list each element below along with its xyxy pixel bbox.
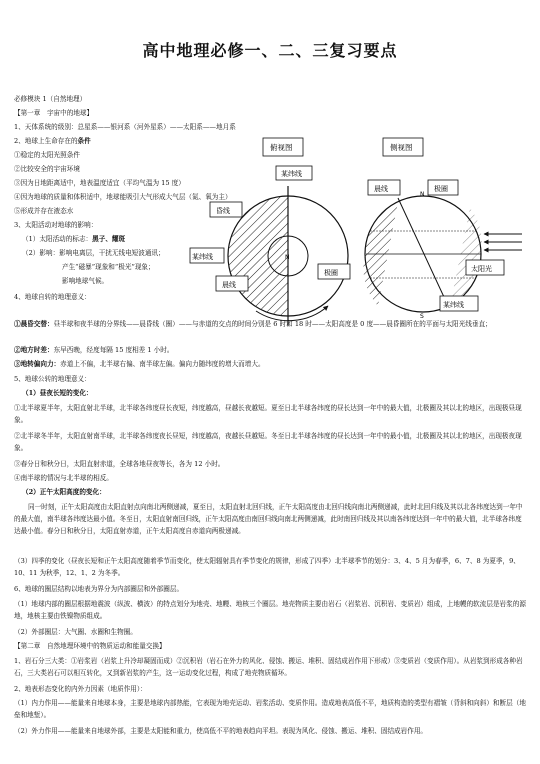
- text-line: 3、太阳活动对地球的影响：: [14, 221, 98, 229]
- paragraph: ①晨昏交替：昼半球和夜半球的分界线——晨昏线（圈）——与赤道的交点的时间分别是 6 时和 18 时——太阳高度是 0 度——晨昏圈所在的平面与太阳光线垂直；: [14, 320, 492, 328]
- earth-rotation-diagram: [188, 136, 528, 326]
- svg-text:某纬线: 某纬线: [443, 301, 464, 309]
- svg-text:S: S: [420, 313, 424, 320]
- text-line: 1、天体系统的级别：总星系——银河系（河外星系）——太阳系——地月系: [14, 123, 236, 131]
- svg-text:太阳光: 太阳光: [471, 265, 492, 273]
- paragraph: 同一时刻，正午太阳高度由太阳直射点向南北两侧递减，夏至日，太阳直射北回归线，正午太阳高度由北回归线向南北两侧递减，此时北回归线及其以北各纬度达到一年中的最大值，南半球各纬度达最小值。冬至日，太阳直射南回归线，正午太阳高度由南回归线向南北两侧递减，此时南回归线及其以南各纬度达到一年中的最大值，北半球各纬度达最小值。春分日和秋分日，太阳直射赤道，正午太阳高度自赤道向两极递减。: [14, 503, 523, 535]
- side-view-label: 侧视图: [390, 143, 413, 152]
- text-line: ①稳定的太阳光照条件: [14, 151, 80, 159]
- n-label: N: [285, 254, 290, 261]
- paragraph: ①北半球夏半年，太阳直射北半球，北半球各纬度昼长夜短，纬度越高，昼越长夜越短。夏至日北半球各纬度的昼长达到一年中的最大值，北极圈及其以北的地区，出现极昼现象。: [14, 404, 522, 424]
- paragraph: （2）正午太阳高度的变化：: [22, 488, 106, 496]
- paragraph: （1）地球内部的圈层根据地震波（纵波、横波）的特点划分为地壳、地幔、地核三个圈层。地壳物质主要由岩石（岩浆岩、沉积岩、变质岩）组成，上地幔的软流层是岩浆的源地，地核主要由铁镍物质组成。: [14, 600, 526, 620]
- text-line: ②比较安全的宇宙环境: [14, 165, 80, 173]
- text-line: （2）影响：影响电离层，干扰无线电短波通讯；: [22, 249, 165, 257]
- paragraph: 1、岩石分三大类：①岩浆岩（岩浆上升冷却凝固而成）②沉积岩（岩石在外力的风化、侵蚀、搬运、堆积、固结成岩作用下形成）③变质岩（变质作用）。从岩浆到形成各种岩石，三大类岩石可以相互转化，又到新岩浆的产生，这一运动变化过程，构成了地壳物质循环。: [14, 657, 523, 677]
- text-line: 影响地球气候。: [62, 277, 109, 285]
- paragraph: （3）四季的变化（昼夜长短和正午太阳高度随着季节而变化，使太阳辐射具有季节变化的规律，形成了四季）北半球季节的划分：3、4、5 月为春季，6、7、8 为夏季，9、10、11 为秋季，12、1、2 为冬季。: [14, 557, 520, 577]
- svg-text:某纬线: 某纬线: [281, 170, 302, 178]
- paragraph: 6、地球的圈层结构以地表为界分为内部圈层和外部圈层。: [14, 585, 184, 593]
- paragraph: ②北半球冬半年，太阳直射南半球，北半球各纬度夜长昼短，纬度越高，夜越长昼越短。冬至日北半球各纬度的昼长达到一年中的最小值，北极圈及其以北的地区，出现极夜现象。: [14, 432, 522, 452]
- svg-text:极圈: 极圈: [434, 185, 448, 193]
- svg-text:晨线: 晨线: [374, 185, 388, 193]
- module-heading: 必修模块 1（自然地理）: [14, 95, 87, 103]
- paragraph: ③地转偏向力：赤道上不偏，北半球右偏、南半球左偏。偏向力随纬度的增大而增大。: [14, 360, 265, 368]
- text-line: 4、地球自转的地理意义：: [14, 293, 91, 301]
- paragraph: （2）外力作用——能量来自地球外部，主要是太阳能和重力，使高低不平的地表趋向平坦。表现为风化、侵蚀、搬运、堆积、固结成岩作用。: [14, 727, 428, 735]
- paragraph: （2）外部圈层：大气圈、水圈和生物圈。: [14, 628, 137, 636]
- chapter-heading: 【第一章 宇宙中的地球】: [14, 109, 94, 117]
- paragraph: ④南半球的情况与北半球的相反。: [14, 474, 113, 482]
- text-line: ⑤形成并存在液态水: [14, 207, 74, 215]
- text-line: 2、地球上生命存在的条件: [14, 137, 91, 145]
- text-line: ③因为日地距离适中，地表温度适宜（平均气温为 15 度）: [14, 179, 185, 187]
- svg-text:某纬线: 某纬线: [192, 253, 213, 261]
- text-line: ④因为地球的质量和体积适中，地球能吸引大气形成大气层（氮、氧为主）: [14, 193, 232, 201]
- side-view: [363, 138, 522, 320]
- top-view-label: 俯视图: [270, 143, 293, 152]
- paragraph: ③春分日和秋分日，太阳直射赤道，全球各地昼夜等长，各为 12 小时。: [14, 460, 225, 468]
- text-line: （1）太阳活动的标志：黑子、耀斑: [22, 235, 126, 243]
- text-line: 产生“磁暴”现象和“极光”现象；: [62, 263, 155, 271]
- svg-text:晨线: 晨线: [222, 281, 236, 289]
- svg-text:N: N: [420, 191, 425, 198]
- paragraph: ②地方时差：东早西晚，经度每隔 15 度相差 1 小时。: [14, 346, 174, 354]
- paragraph: 2、地表形态变化的内外力因素（地质作用）：: [14, 685, 147, 693]
- paragraph: （1）昼夜长短的变化：: [22, 389, 93, 397]
- chapter-heading: 【第二章 自然地理环境中的物质运动和能量交换】: [14, 642, 166, 650]
- svg-text:昏线: 昏线: [216, 207, 230, 215]
- top-view: [190, 138, 350, 326]
- svg-text:极圈: 极圈: [324, 269, 338, 277]
- paragraph: 5、地球公转的地理意义：: [14, 375, 91, 383]
- page-title: 高中地理必修一、二、三复习要点: [142, 41, 398, 60]
- paragraph: （1）内力作用——能量来自地球本身，主要是地球内部热能，它表现为地壳运动、岩浆活动、变质作用。造成地表高低不平，地质构造的类型有褶皱（背斜和向斜）和断层（地垒和地堑）。: [14, 699, 526, 719]
